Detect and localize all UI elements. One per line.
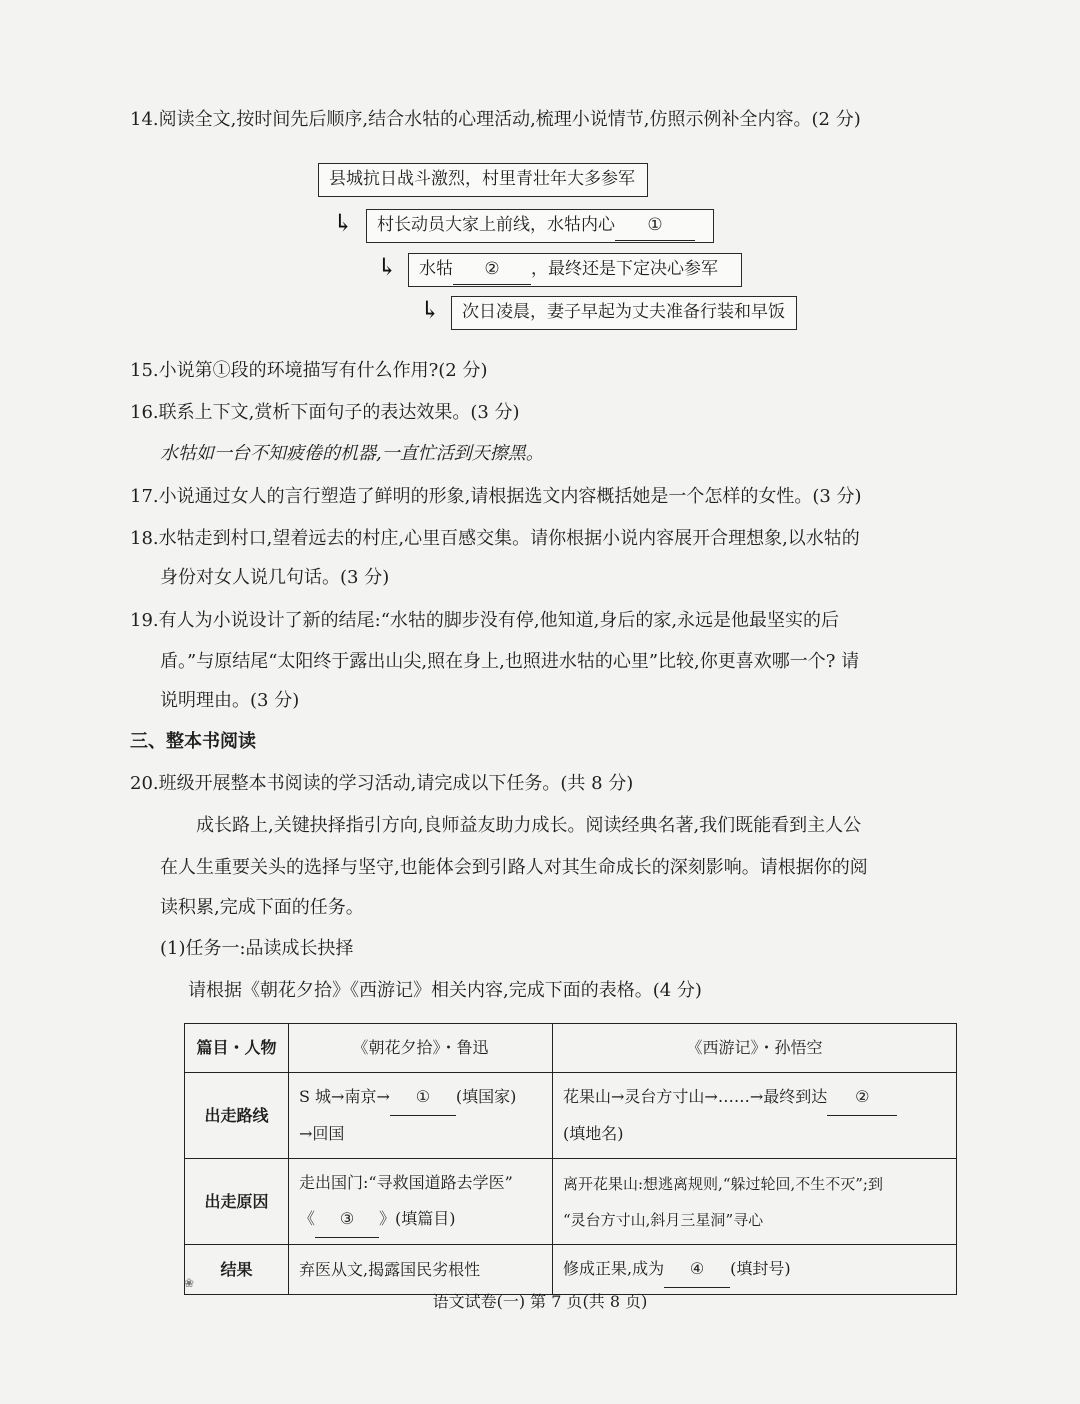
table-header-cell: 《西游记》・孙悟空: [553, 1024, 957, 1073]
flow-box-2: 村长动员大家上前线，水牯内心 ①: [366, 209, 714, 243]
table-row: [185, 1245, 957, 1295]
blank-1[interactable]: ①: [390, 1079, 456, 1116]
blank-4[interactable]: ④: [664, 1251, 730, 1288]
question-19-line-3: 说明理由。(3 分): [160, 690, 300, 711]
question-14: 14.阅读全文,按时间先后顺序,结合水牯的心理活动,梳理小说情节,仿照示例补全内容。(2 分): [130, 109, 861, 130]
question-19-line-2: 盾。”与原结尾“太阳终于露出山尖,照在身上,也照进水牯的心里”比较,你更喜欢哪一个? 请: [160, 651, 860, 672]
table-row: [185, 1073, 957, 1159]
blank-1[interactable]: ①: [615, 210, 695, 241]
table-header-cell: 《朝花夕拾》・鲁迅: [289, 1024, 553, 1073]
blank-2[interactable]: ②: [827, 1079, 897, 1116]
page-footer: 语文试卷(一) 第 7 页(共 8 页): [432, 1292, 648, 1311]
row-label: 出走路线: [185, 1073, 289, 1159]
question-18-line-2: 身份对女人说几句话。(3 分): [160, 567, 390, 588]
table-cell: S 城→南京→ ① (填国家) →回国: [289, 1073, 553, 1159]
row-label: 出走原因: [185, 1159, 289, 1245]
curved-right-arrow-icon: ↳: [333, 209, 354, 237]
table-row: [185, 1159, 957, 1245]
question-15: 15.小说第①段的环境描写有什么作用?(2 分): [130, 360, 488, 381]
flow-box-3: 水牯 ② ，最终还是下定决心参军: [408, 253, 742, 287]
curved-right-arrow-icon: ↳: [377, 253, 398, 281]
row-label: 结果: [185, 1245, 289, 1295]
question-16-quote: 水牯如一台不知疲倦的机器,一直忙活到天擦黑。: [160, 443, 544, 464]
table-cell: 走出国门:“寻救国道路去学医” 《 ③ 》(填篇目): [289, 1159, 553, 1245]
flow-box-1: 县城抗日战斗激烈，村里青壮年大多参军: [318, 163, 648, 197]
question-17: 17.小说通过女人的言行塑造了鲜明的形象,请根据选文内容概括她是一个怎样的女性。(3 分): [130, 486, 862, 507]
question-20-paragraph-line-3: 读积累,完成下面的任务。: [160, 897, 364, 918]
question-20-paragraph-line-2: 在人生重要关头的选择与坚守,也能体会到引路人对其生命成长的深刻影响。请根据你的阅: [160, 857, 868, 878]
question-16: 16.联系上下文,赏析下面句子的表达效果。(3 分): [130, 402, 520, 423]
table-cell: 弃医从文,揭露国民劣根性: [289, 1245, 553, 1295]
task-1-title: (1)任务一:品读成长抉择: [160, 938, 354, 959]
flow-box-4: 次日凌晨，妻子早起为丈夫准备行装和早饭: [451, 296, 797, 330]
blank-3[interactable]: ③: [315, 1201, 379, 1238]
scan-speck: ❀: [184, 1276, 195, 1290]
table-header-cell: 篇目・人物: [185, 1024, 289, 1073]
answer-table: [184, 1023, 957, 1295]
task-1-instruction: 请根据《朝花夕拾》《西游记》相关内容,完成下面的表格。(4 分): [188, 980, 702, 1001]
question-20: 20.班级开展整本书阅读的学习活动,请完成以下任务。(共 8 分): [130, 773, 634, 794]
question-20-paragraph-line-1: 成长路上,关键抉择指引方向,良师益友助力成长。阅读经典名著,我们既能看到主人公: [196, 815, 862, 836]
question-19-line-1: 19.有人为小说设计了新的结尾:“水牯的脚步没有停,他知道,身后的家,永远是他最坚实的后: [130, 610, 840, 631]
table-cell: 修成正果,成为 ④ (填封号): [553, 1245, 957, 1295]
table-cell: 离开花果山:想逃离规则,“躲过轮回,不生不灭”;到 “灵台方寸山,斜月三星洞”寻心: [553, 1159, 957, 1245]
table-cell: 花果山→灵台方寸山→……→最终到达 ② (填地名): [553, 1073, 957, 1159]
question-18-line-1: 18.水牯走到村口,望着远去的村庄,心里百感交集。请你根据小说内容展开合理想象,以水牯的: [130, 528, 860, 549]
section-heading: 三、整本书阅读: [130, 731, 256, 752]
curved-right-arrow-icon: ↳: [420, 296, 441, 324]
table-header-row: [185, 1024, 957, 1073]
blank-2[interactable]: ②: [453, 254, 531, 285]
